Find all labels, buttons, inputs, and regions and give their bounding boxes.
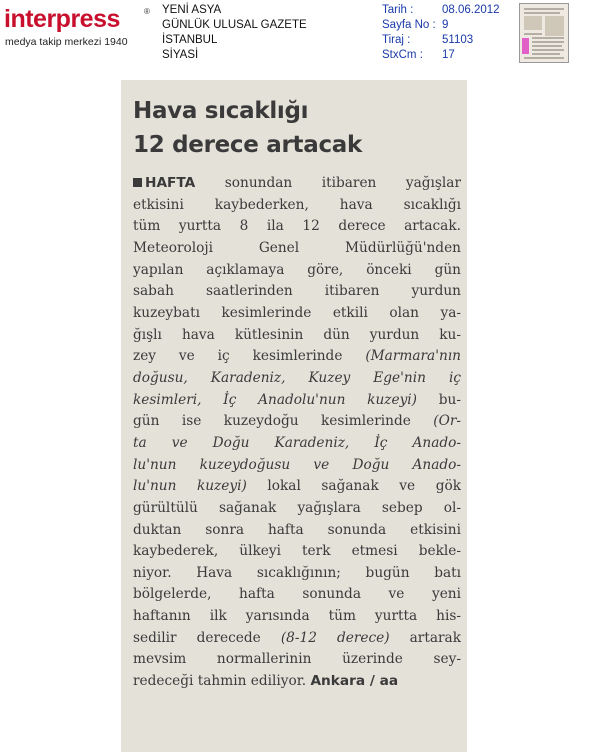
article-line xyxy=(133,368,461,390)
publication-type: GÜNLÜK ULUSAL GAZETE xyxy=(162,19,307,31)
article-line xyxy=(133,411,461,433)
article-clipping xyxy=(121,80,467,752)
clipping-metadata xyxy=(382,3,512,63)
bullet-square-icon xyxy=(133,178,142,187)
headline-line: 12 derece artacak xyxy=(133,132,362,158)
body-text: niyor. Hava sıcaklığının; bugün batı xyxy=(133,564,461,581)
body-text: sonundan itibaren yağışlar xyxy=(195,175,461,191)
meta-circulation xyxy=(382,33,512,48)
body-text: sedilir derecede xyxy=(133,629,281,646)
meta-key: Sayfa No : xyxy=(382,19,436,31)
publication-name: YENİ ASYA xyxy=(162,4,222,16)
article-line xyxy=(133,195,461,217)
meta-value: 9 xyxy=(442,19,449,31)
headline-line: Hava sıcaklığı xyxy=(133,98,309,124)
body-text: gün ise kuzeydoğu kesimlerinde xyxy=(133,413,434,430)
article-line xyxy=(133,238,461,260)
body-text: bölgelerde, hafta sonunda ve yeni xyxy=(133,586,461,603)
article-line xyxy=(133,216,461,238)
italic-text: ta ve Doğu Karadeniz, İç Anado- xyxy=(133,434,461,451)
article-line xyxy=(133,584,461,606)
article-line xyxy=(133,281,461,303)
italic-text: (Marmara'nın xyxy=(365,348,461,365)
clipping-header xyxy=(0,0,590,80)
article-line xyxy=(133,520,461,542)
body-text: tüm yurtta 8 ila 12 derece artacak. xyxy=(133,218,461,235)
article-line xyxy=(133,628,461,650)
clipping-highlight-marker xyxy=(522,38,529,54)
article-headline xyxy=(133,94,362,162)
article-line xyxy=(133,455,461,477)
meta-page xyxy=(382,18,512,33)
logo-tagline: medya takip merkezi 1940 xyxy=(5,36,128,48)
publication-section: SİYASİ xyxy=(162,49,199,61)
body-text: ğışlı hava kütlesinin dün yurdun ku- xyxy=(133,326,461,343)
italic-text: doğusu, Karadeniz, Kuzey Ege'nin iç xyxy=(133,369,461,386)
body-text: duktan sonra hafta sonunda etkisini xyxy=(133,521,461,538)
body-text: lokal sağanak ve gök xyxy=(246,478,461,495)
body-text: kaybederek, ülkeyi terk etmesi bekle- xyxy=(133,543,461,560)
article-line xyxy=(133,303,461,325)
article-line xyxy=(133,390,461,412)
publication-city: İSTANBUL xyxy=(162,34,218,46)
italic-text: kesimleri, İç Anadolu'nun kuzeyi) xyxy=(133,391,418,408)
article-line xyxy=(133,606,461,628)
article-line xyxy=(133,649,461,671)
article-line xyxy=(133,346,461,368)
body-text: gürültülü sağanak yağışlara sebep ol- xyxy=(133,499,461,516)
meta-key: StxCm : xyxy=(382,49,423,61)
meta-value: 08.06.2012 xyxy=(442,4,500,16)
body-text: artarak xyxy=(389,629,461,646)
meta-key: Tarih : xyxy=(382,4,414,16)
article-line xyxy=(133,173,461,195)
article-line xyxy=(133,541,461,563)
logo-wordmark: interpress xyxy=(4,5,120,33)
meta-value: 51103 xyxy=(442,34,474,46)
publication-info xyxy=(162,3,307,63)
body-text: yapılan açıklamaya göre, önceki gün xyxy=(133,261,461,278)
body-text: redeceği tahmin ediliyor. xyxy=(133,673,311,690)
body-text: sabah saatlerinden itibaren yurdun xyxy=(133,283,461,300)
meta-date xyxy=(382,3,512,18)
meta-value: 17 xyxy=(442,49,455,61)
registered-mark: ® xyxy=(144,7,150,16)
italic-text: (Or- xyxy=(433,413,461,430)
body-text: etkisini kaybederken, hava sıcaklığı xyxy=(133,196,461,213)
interpress-logo xyxy=(4,4,154,54)
body-text: Meteoroloji Genel Müdürlüğü'nden xyxy=(133,239,461,256)
italic-text: lu'nun kuzeydoğusu ve Doğu Anado- xyxy=(133,456,461,473)
article-body xyxy=(133,173,461,693)
article-signature: Ankara / aa xyxy=(310,673,399,690)
meta-stxcm xyxy=(382,48,512,63)
body-text: kuzeybatı kesimlerinde etkili olan ya- xyxy=(133,304,461,321)
italic-text: lu'nun kuzeyi) xyxy=(133,478,247,495)
article-line xyxy=(133,476,461,498)
article-line xyxy=(133,260,461,282)
article-line xyxy=(133,433,461,455)
article-line xyxy=(133,563,461,585)
italic-text: (8-12 derece) xyxy=(280,629,390,646)
body-text: bu- xyxy=(417,391,461,408)
body-text: haftanın ilk yarısında tüm yurtta his- xyxy=(133,608,461,625)
article-line xyxy=(133,325,461,347)
article-lead-word: HAFTA xyxy=(145,175,196,191)
article-line xyxy=(133,671,461,693)
meta-key: Tiraj : xyxy=(382,34,411,46)
article-line xyxy=(133,498,461,520)
body-text: mevsim normallerinin üzerinde sey- xyxy=(133,651,461,668)
page-thumbnail[interactable] xyxy=(519,3,569,63)
body-text: zey ve iç kesimlerinde xyxy=(133,348,366,365)
